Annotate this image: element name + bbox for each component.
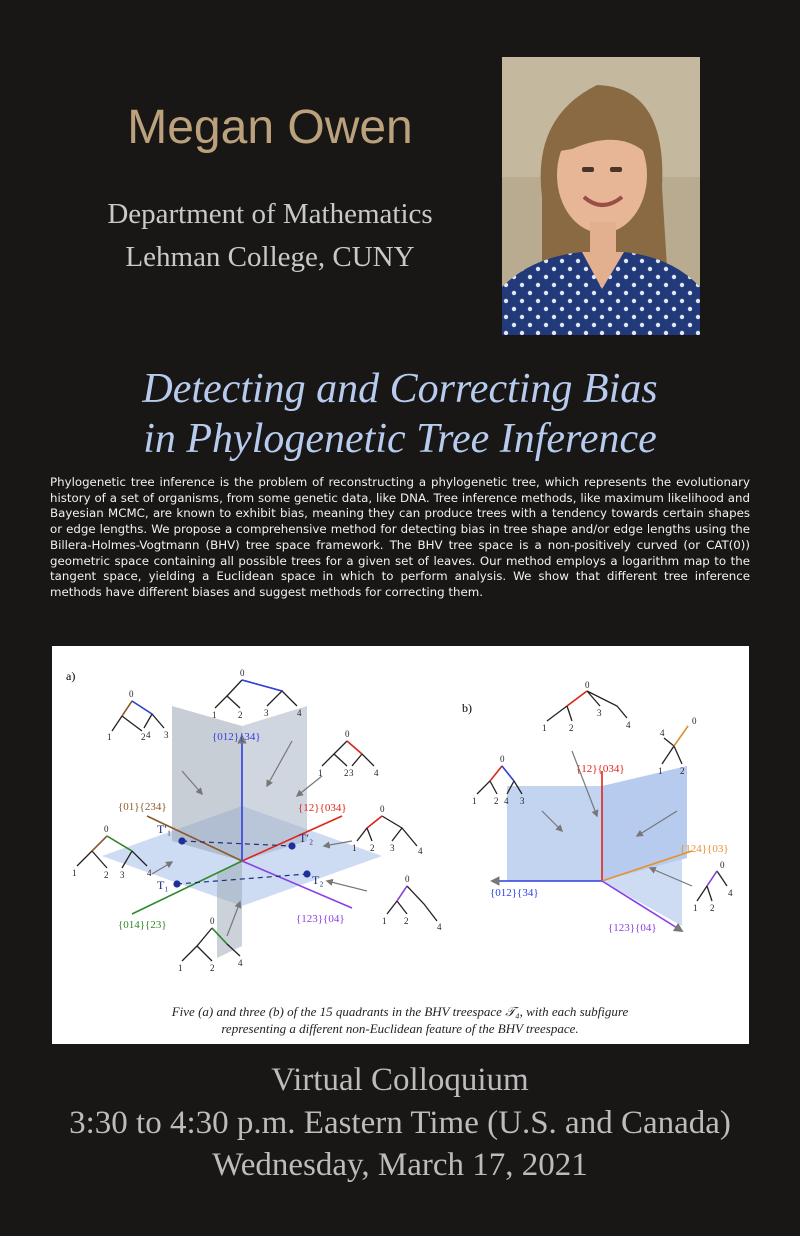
event-time: 3:30 to 4:30 p.m. Eastern Time (U.S. and Canada): [69, 1105, 731, 1141]
svg-text:1: 1: [107, 732, 112, 742]
a-label-right-down: {123}{04}: [296, 913, 345, 925]
a-label-left-up: {01}{234}: [118, 801, 167, 813]
svg-text:0: 0: [129, 689, 134, 699]
svg-text:0: 0: [345, 729, 350, 739]
svg-text:0: 0: [104, 824, 109, 834]
svg-text:1: 1: [382, 916, 387, 926]
svg-text:3: 3: [120, 870, 125, 880]
svg-text:2: 2: [141, 732, 146, 742]
point-t1: T₁: [157, 878, 169, 892]
svg-text:0: 0: [585, 680, 590, 690]
b-label-down: {123}{04}: [608, 922, 657, 934]
svg-text:2: 2: [710, 903, 715, 913]
svg-text:4: 4: [418, 846, 423, 856]
panel-a-label: a): [66, 669, 76, 683]
svg-text:4: 4: [626, 720, 631, 730]
svg-text:4: 4: [728, 888, 733, 898]
panel-b-label: b): [462, 701, 472, 715]
svg-text:2: 2: [104, 870, 109, 880]
svg-text:4: 4: [238, 958, 243, 968]
svg-text:2: 2: [370, 843, 375, 853]
svg-text:2: 2: [680, 766, 685, 776]
svg-text:4: 4: [660, 728, 665, 738]
event-date: Wednesday, March 17, 2021: [212, 1147, 588, 1183]
svg-text:3: 3: [520, 796, 525, 806]
speaker-department: Department of Mathematics: [107, 198, 433, 230]
svg-text:1: 1: [352, 843, 357, 853]
svg-text:2: 2: [238, 710, 243, 720]
svg-text:3: 3: [264, 708, 269, 718]
svg-text:4: 4: [374, 768, 379, 778]
b-label-right: {124}{03}: [680, 843, 729, 855]
svg-text:1: 1: [658, 766, 663, 776]
svg-text:3: 3: [164, 730, 169, 740]
talk-title-line-2: in Phylogenetic Tree Inference: [143, 416, 657, 462]
svg-text:2: 2: [494, 796, 499, 806]
svg-text:2: 2: [344, 768, 349, 778]
b-label-up: {12}{034}: [576, 763, 625, 775]
svg-text:1: 1: [542, 723, 547, 733]
svg-text:1: 1: [72, 868, 77, 878]
figure-caption-line-2: representing a different non-Euclidean feature of the BHV treespace.: [221, 1021, 579, 1036]
speaker-name: Megan Owen: [127, 101, 413, 154]
svg-text:4: 4: [147, 868, 152, 878]
svg-text:0: 0: [240, 668, 245, 678]
svg-text:4: 4: [297, 708, 302, 718]
svg-text:0: 0: [380, 804, 385, 814]
svg-text:2: 2: [569, 723, 574, 733]
figure-caption-line-1: Five (a) and three (b) of the 15 quadrants in the BHV treespace 𝒯₄, with each subfigure: [171, 1004, 629, 1019]
svg-text:1: 1: [178, 963, 183, 973]
svg-text:3: 3: [390, 843, 395, 853]
speaker-institution: Lehman College, CUNY: [125, 241, 415, 273]
svg-text:4: 4: [437, 922, 442, 932]
abstract: Phylogenetic tree inference is the problem of reconstructing a phylogenetic tree, which represents the evolutionary history of a set of organisms, from some genetic data, like DNA. Tree inference methods, like maximum likelihood and Bayesian MCMC, are known to exhibit bias, meaning they can produce trees with a tendency towards certain shapes or edge lengths. We propose a comprehensive method for detecting bias in tree shape and/or edge lengths using the Billera-Holmes-Vogtmann (BHV) tree space framework. The BHV tree space is a non-positively curved (or CAT(0)) geometric space containing all possible trees for a given set of leaves. Our method employs a logarithm map to the tangent space, yielding a Euclidean space in which to perform analysis. We show that different tree inference methods have different biases and suggest methods for correcting them.: [50, 475, 750, 599]
svg-text:1: 1: [693, 903, 698, 913]
svg-text:3: 3: [349, 768, 354, 778]
svg-text:2: 2: [210, 963, 215, 973]
point-t2-prime: T′₂: [299, 831, 314, 845]
a-label-right: {12}{034}: [298, 802, 347, 814]
point-t2: T₂: [312, 873, 324, 887]
point-t1-prime: T′₁: [157, 822, 172, 836]
a-label-left-down: {014}{23}: [118, 919, 167, 931]
svg-text:1: 1: [212, 710, 217, 720]
svg-text:4: 4: [504, 796, 509, 806]
svg-text:1: 1: [318, 768, 323, 778]
svg-text:3: 3: [597, 708, 602, 718]
svg-text:0: 0: [692, 716, 697, 726]
svg-text:0: 0: [210, 916, 215, 926]
svg-text:0: 0: [720, 860, 725, 870]
speaker-photo: [502, 57, 700, 335]
event-format: Virtual Colloquium: [271, 1062, 529, 1098]
svg-text:4: 4: [146, 730, 151, 740]
svg-text:1: 1: [472, 796, 477, 806]
svg-text:2: 2: [404, 916, 409, 926]
talk-title-line-1: Detecting and Correcting Bias: [142, 366, 658, 412]
bhv-treespace-figure: [52, 646, 749, 1044]
svg-text:0: 0: [405, 874, 410, 884]
a-label-top: {012}{34}: [212, 731, 261, 743]
svg-text:0: 0: [500, 754, 505, 764]
b-label-left: {012}{34}: [490, 887, 539, 899]
